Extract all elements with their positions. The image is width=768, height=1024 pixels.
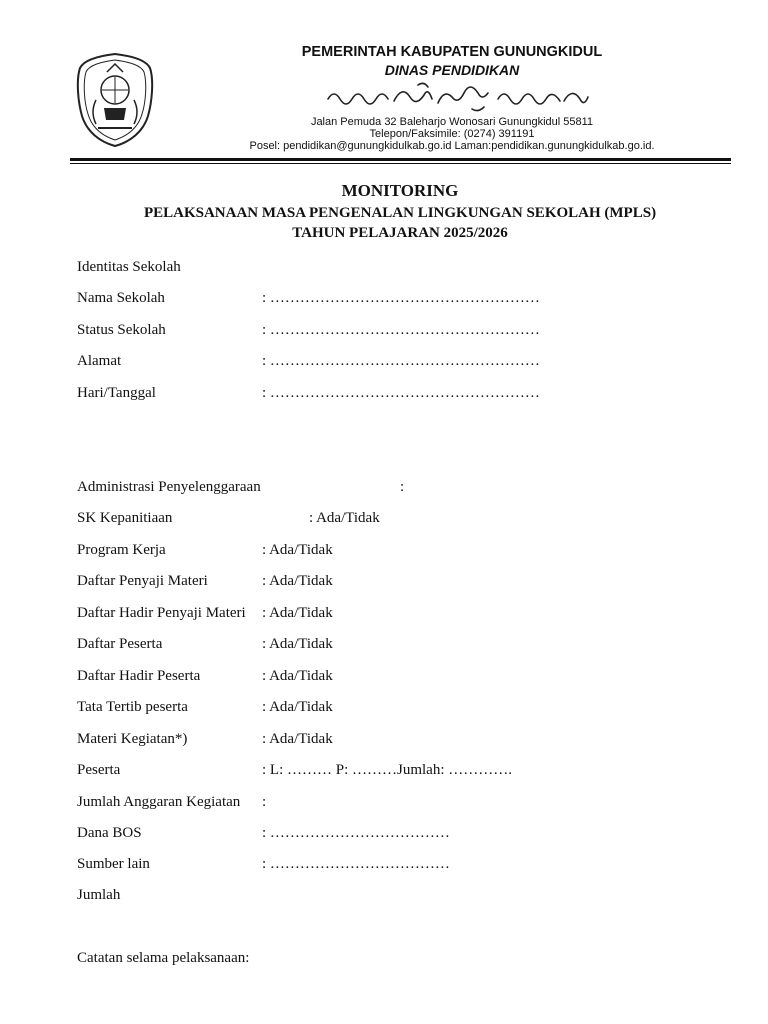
government-name: PEMERINTAH KABUPATEN GUNUNGKIDUL [301,44,603,60]
email-website-line: Posel: pendidikan@gunungkidulkab.go.id Laman:pendidikan.gunungkidulkab.go.id. [249,140,655,152]
letterhead-divider-thin [70,163,731,164]
regency-emblem-logo [74,50,156,150]
letterhead-divider-thick [70,158,731,161]
address-line: Jalan Pemuda 32 Baleharjo Wonosari Gunungkidul 55811 [310,116,594,128]
javanese-script-logotype [232,79,672,115]
phone-line: Telepon/Faksimile: (0274) 391191 [369,128,535,140]
department-name: DINAS PENDIDIKAN [384,62,520,78]
document-subtitle: PELAKSANAAN MASA PENGENALAN LINGKUNGAN SEKOLAH (MPLS) [143,205,657,221]
academic-year: TAHUN PELAJARAN 2025/2026 [292,225,508,241]
document-title: MONITORING [341,181,459,200]
